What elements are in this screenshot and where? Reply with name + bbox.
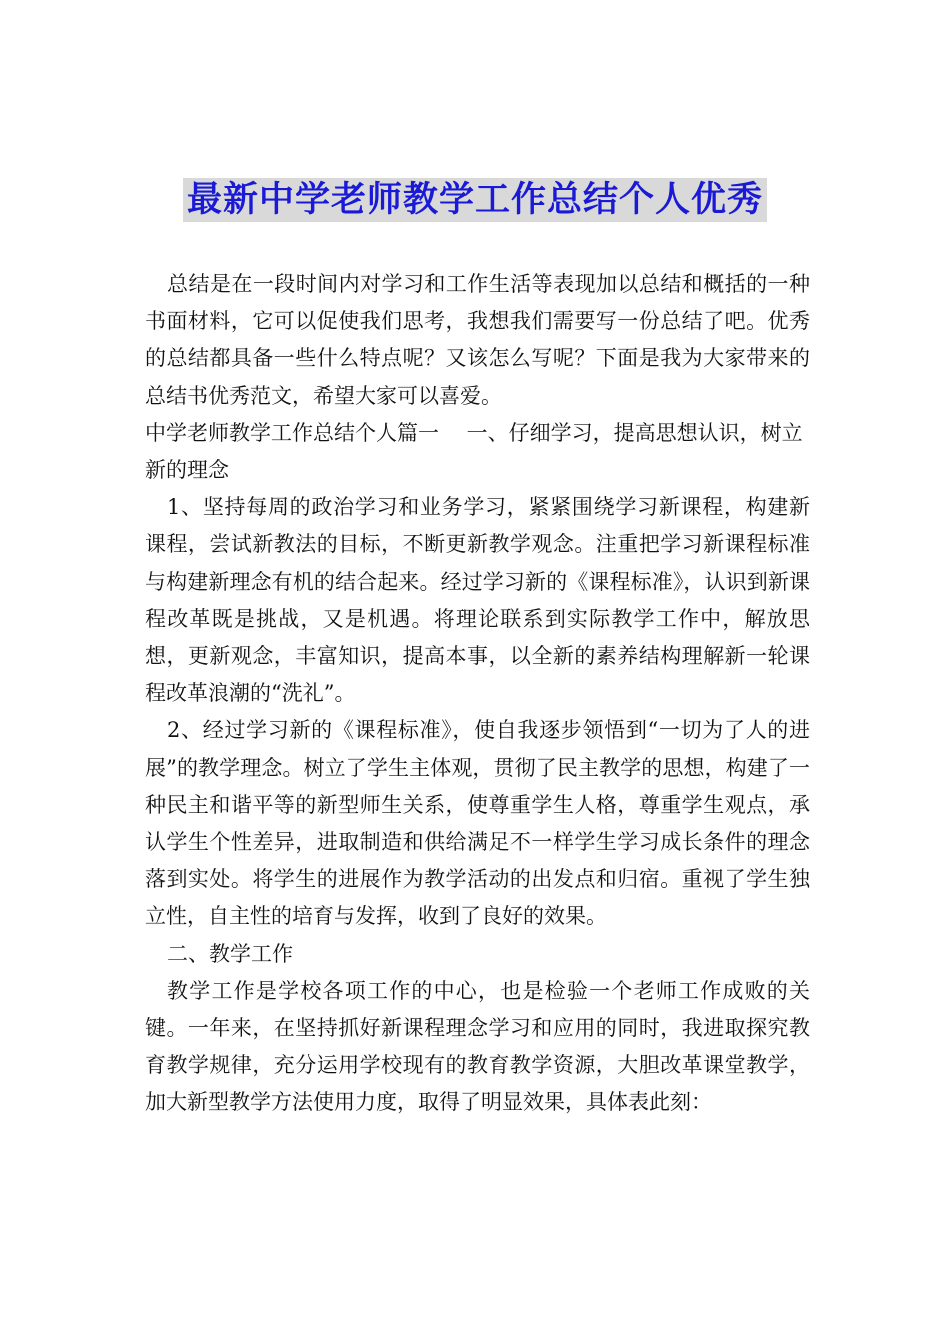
section-heading-line: 中学老师教学工作总结个人篇一 一、仔细学习，提高思想认识，树立新的理念	[145, 420, 803, 483]
paragraph-3: 教学工作是学校各项工作的中心，也是检验一个老师工作成败的关键。一年来，在坚持抓好新课程理念学习和应用的同时，我进取探究教育教学规律，充分运用学校现有的教育教学资源，大胆改革课堂教学，加大新型教学方法使用力度，取得了明显效果，具体表此刻：	[145, 978, 810, 1115]
document-body	[145, 266, 810, 1122]
title-container	[0, 178, 950, 222]
document-title: 最新中学老师教学工作总结个人优秀	[183, 178, 767, 222]
paragraph-1: 1、坚持每周的政治学习和业务学习，紧紧围绕学习新课程，构建新课程，尝试新教法的目标，不断更新教学观念。注重把学习新课程标准与构建新理念有机的结合起来。经过学习新的《课程标准》，认识到新课程改革既是挑战，又是机遇。将理论联系到实际教学工作中，解放思想，更新观念，丰富知识，提高本事，以全新的素养结构理解新一轮课程改革浪潮的“洗礼”。	[145, 495, 810, 706]
intro-paragraph: 总结是在一段时间内对学习和工作生活等表现加以总结和概括的一种书面材料，它可以促使我们思考，我想我们需要写一份总结了吧。优秀的总结都具备一些什么特点呢？又该怎么写呢？下面是我为大家带来的总结书优秀范文，希望大家可以喜爱。	[145, 272, 810, 408]
paragraph-2: 2、经过学习新的《课程标准》，使自我逐步领悟到“一切为了人的进展”的教学理念。树立了学生主体观，贯彻了民主教学的思想，构建了一种民主和谐平等的新型师生关系，使尊重学生人格，尊重学生观点，承认学生个性差异，进取制造和供给满足不一样学生学习成长条件的理念落到实处。将学生的进展作为教学活动的出发点和归宿。重视了学生独立性，自主性的培育与发挥，收到了良好的效果。	[145, 718, 810, 929]
section-heading-2: 二、教学工作	[167, 941, 294, 966]
